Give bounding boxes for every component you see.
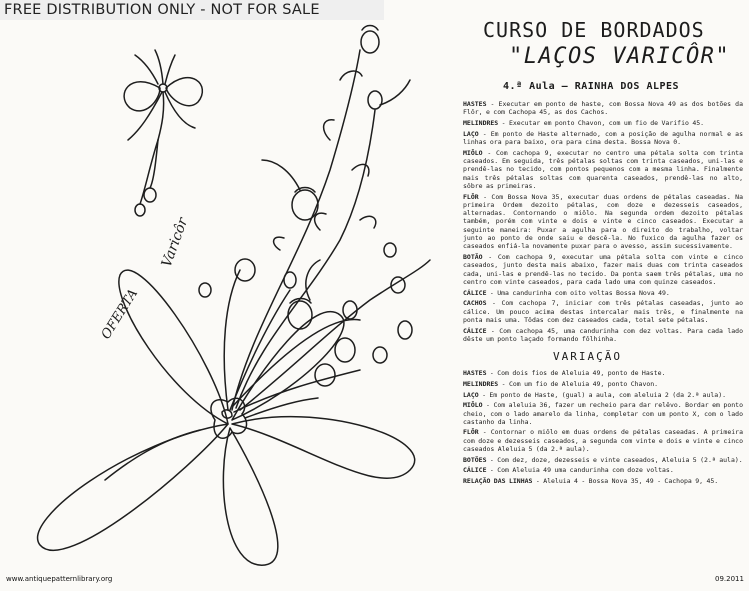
bud bbox=[292, 190, 318, 220]
bud bbox=[144, 188, 156, 202]
instruction-text: - Executar em ponto Chavon, com um fio de Varifio 45. bbox=[498, 118, 705, 127]
instruction-term: FLÔR bbox=[463, 192, 479, 201]
variation-text: - Com dez, doze, dezesseis e vinte caseados, Aleluia 5 (2.ª aula). bbox=[486, 455, 743, 464]
instruction-text: - Executar em ponto de haste, com Bossa Nova 49 as dos botões da Flôr, e com Cachopa 45, as dos Cachos. bbox=[463, 100, 743, 117]
instruction-text: - Com Bossa Nova 35, executar duas ordens de pétalas caseadas. Na primeira Ordem dezoito pétalas, com doze e dezesseis caseados, alternadas. Contornando o miôlo. Na segunda ordem dezoito pétalas também, porém com vinte e dois e vinte e cinco caseados. Executar a seguinte maneira: Puxar a agulha para o direito do trabalho, voltar junto ao ponto de onde saiu e descê-la. No fuxico da agulha fazer os caseados enfiá-la novamente puxar para o avesso, assim sucessivamente. bbox=[463, 192, 743, 251]
bud bbox=[135, 204, 145, 216]
bud bbox=[361, 31, 379, 53]
instruction-paragraph bbox=[463, 100, 743, 117]
variation-text: - Com dois fios de Aleluia 49, ponto de Haste. bbox=[486, 369, 666, 378]
instruction-paragraph bbox=[463, 119, 743, 127]
variations-list bbox=[463, 369, 743, 485]
bud bbox=[384, 243, 396, 257]
bud bbox=[284, 272, 296, 288]
variation-paragraph bbox=[463, 401, 743, 426]
variation-paragraph bbox=[463, 380, 743, 388]
instruction-term: CÁLICE bbox=[463, 288, 487, 297]
instructions-list bbox=[463, 100, 743, 343]
variation-text: - Em ponto de Haste, (gual) a aula, com aleluia 2 (da 2.ª aula). bbox=[478, 390, 727, 399]
instruction-term: CACHOS bbox=[463, 299, 487, 308]
bud bbox=[315, 364, 335, 386]
instruction-paragraph bbox=[463, 253, 743, 286]
page-title: CURSO DE BORDADOS bbox=[483, 18, 705, 42]
bow-loop-bottom bbox=[223, 428, 277, 565]
variation-text: - Aleluia 4 - Bossa Nova 35, 49 - Cachopa 9, 45. bbox=[532, 477, 719, 486]
variation-term: RELAÇÃO DAS LINHAS bbox=[463, 477, 533, 486]
variation-term: MELINDRES bbox=[463, 379, 499, 388]
page-title-secondary: "LAÇOS VARICÔR" bbox=[509, 44, 731, 69]
instruction-text: - Com cachopa 45, uma candurinha com dez voltas. Para cada lado dêste um ponto laçado formando fôlhinha. bbox=[463, 326, 743, 343]
variation-term: HASTES bbox=[463, 369, 487, 378]
source-url[interactable]: www.antiquepatternlibrary.org bbox=[6, 575, 113, 583]
stamp-word-oferta: OFERTA bbox=[98, 286, 142, 343]
instruction-term: CÁLICE bbox=[463, 326, 487, 335]
stamp-word-varicor: Varicôr bbox=[158, 215, 192, 270]
variation-heading: VARIAÇÃO bbox=[553, 350, 622, 364]
variation-paragraph bbox=[463, 466, 743, 474]
instruction-text: - Uma candurinha com oito voltas Bossa Nova 49. bbox=[486, 288, 670, 297]
bow-loop-right bbox=[232, 417, 415, 479]
variation-paragraph bbox=[463, 477, 743, 485]
instruction-term: HASTES bbox=[463, 100, 487, 108]
variation-text: - Com um fio de Aleluia 49, ponto Chavon. bbox=[498, 379, 659, 388]
instruction-paragraph bbox=[463, 327, 743, 344]
instruction-paragraph bbox=[463, 130, 743, 147]
variation-paragraph bbox=[463, 369, 743, 377]
instruction-text: - Com cachopa 7, iniciar com três pétalas caseadas, junto ao cálice. Um pouco acima destas intercalar mais três, e finalmente na ponta mais uma. Tôdas com dez caseados cada, total sete pétalas. bbox=[463, 299, 743, 324]
bud bbox=[398, 321, 412, 339]
bud bbox=[235, 259, 255, 281]
variation-paragraph bbox=[463, 391, 743, 399]
variation-term: MIÔLO bbox=[463, 401, 483, 410]
variation-paragraph bbox=[463, 456, 743, 464]
instruction-term: MELINDRES bbox=[463, 118, 499, 127]
small-bow-loop-right bbox=[166, 78, 202, 106]
bud bbox=[373, 347, 387, 363]
bud bbox=[368, 91, 382, 109]
bud bbox=[335, 338, 355, 362]
instruction-paragraph bbox=[463, 289, 743, 297]
variation-term: LAÇO bbox=[463, 390, 479, 399]
instruction-paragraph bbox=[463, 299, 743, 324]
bud bbox=[199, 283, 211, 297]
variation-paragraph bbox=[463, 428, 743, 453]
variation-term: CÁLICE bbox=[463, 466, 487, 475]
variation-text: - Com aleluia 36, fazer um recheio para dar relêvo. Bordar em ponto cheio, com o lado amarelo da linha, completar com um ponto X, com o lado castanho da linha. bbox=[463, 401, 743, 426]
bow-loop-bottom-left bbox=[38, 424, 228, 550]
variation-text: - Com Aleluia 49 uma candurinha com doze voltas. bbox=[486, 466, 674, 475]
bud bbox=[288, 301, 312, 329]
instruction-term: MIÔLO bbox=[463, 148, 483, 157]
instruction-paragraph bbox=[463, 193, 743, 251]
instruction-text: - Com cachopa 9, executar no centro uma pétala solta com trinta caseados. Em seguida, três pétalas soltas com trinta caseados, uni-las e prendê-las no tecido, com pontos pequenos com a mesma linha. Finalmente mais três pétalas soltas com quarenta caseados, prendê-las no alto, sôbre as primeiras. bbox=[463, 148, 743, 190]
instruction-term: LAÇO bbox=[463, 129, 479, 138]
instruction-paragraph bbox=[463, 149, 743, 190]
distribution-banner: FREE DISTRIBUTION ONLY - NOT FOR SALE bbox=[0, 0, 384, 20]
variation-term: FLÔR bbox=[463, 428, 479, 437]
lesson-subtitle: 4.ª Aula — RAINHA DOS ALPES bbox=[503, 81, 680, 92]
scan-date: 09.2011 bbox=[715, 575, 744, 583]
variation-term: BOTÕES bbox=[463, 455, 487, 464]
variation-text: - Contornar o miôlo em duas ordens de pétalas caseadas. A primeira com doze e dezesseis caseados, a segunda com vinte e dois e vinte e cinco caseados Aleluia 5 (da 2.ª aula). bbox=[463, 428, 743, 454]
instruction-text: - Em ponto de Haste alternado, com a posição de agulha normal e as linhas ora para baixo, ora para cima desta. Bossa Nova 0. bbox=[463, 129, 743, 146]
lesson-text-column bbox=[463, 8, 743, 578]
instruction-term: BOTÃO bbox=[463, 253, 483, 261]
instruction-text: - Com cachopa 9, executar uma pétala solta com vinte e cinco caseados, junto desta mais abaixo, fazer mais duas com trinta caseados cada, uni-las e prendê-las no tecido. Da ponta saem três pétalas, uma no centro com vinte caseados, para cada lado uma com quinze caseados. bbox=[463, 253, 743, 286]
